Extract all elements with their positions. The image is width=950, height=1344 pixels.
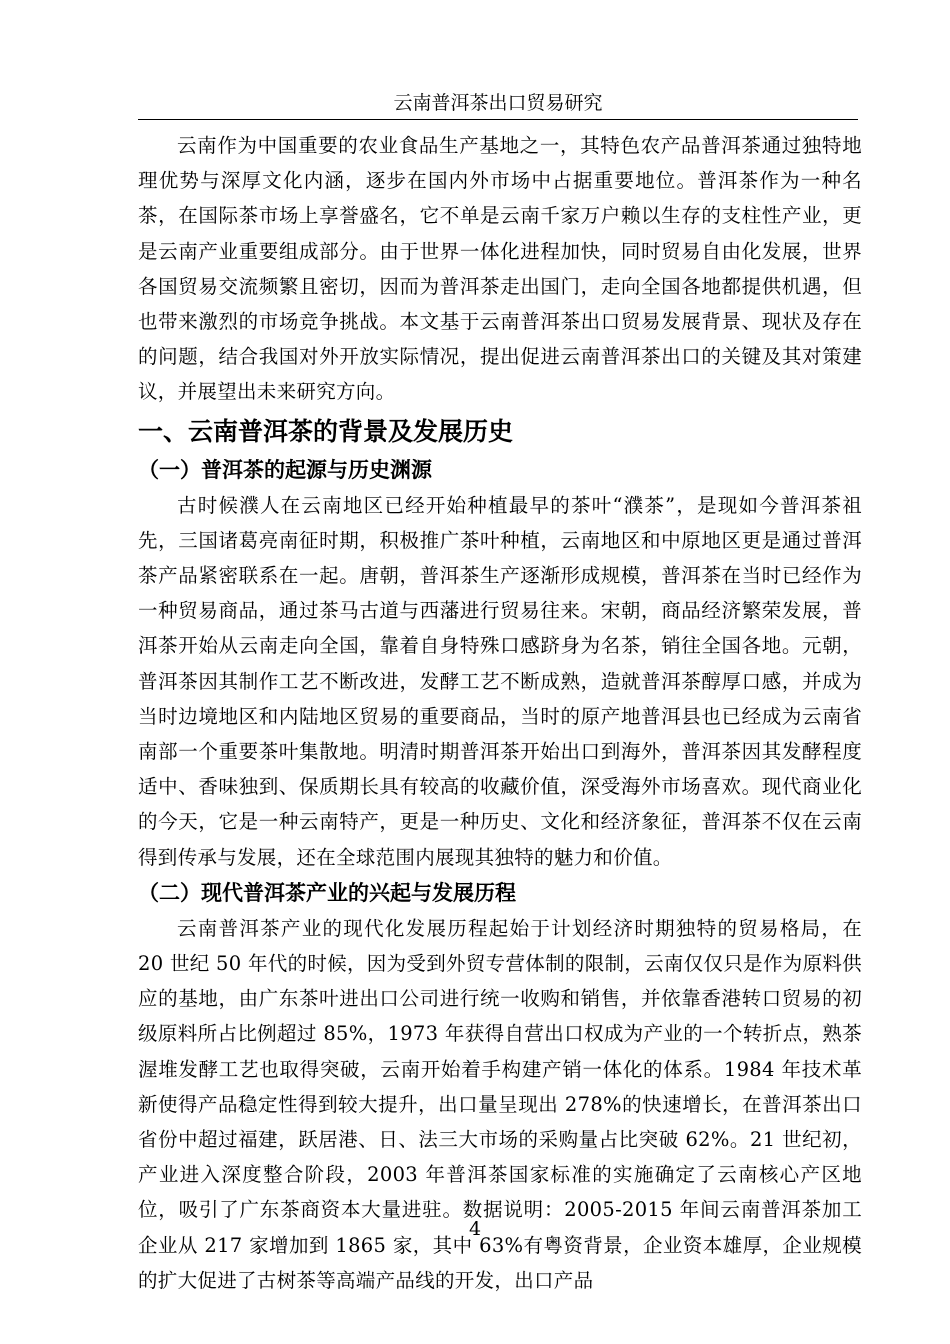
subsection-heading-origin: （一）普洱茶的起源与历史渊源	[138, 457, 432, 482]
origin-paragraph: 古时候濮人在云南地区已经开始种植最早的茶叶“濮茶”，是现如今普洱茶祖先，三国诸葛亮南征时期，积极推广茶叶种植，云南地区和中原地区更是通过普洱茶产品紧密联系在一起。唐朝，普洱茶生产逐渐形成规模，普洱茶在当时已经作为一种贸易商品，通过茶马古道与西藩进行贸易往来。宋朝，商品经济繁荣发展，普洱茶开始从云南走向全国，靠着自身特殊口感跻身为名茶，销往全国各地。元朝，普洱茶因其制作工艺不断改进，发酵工艺不断成熟，造就普洱茶醇厚口感，并成为当时边境地区和内陆地区贸易的重要商品，当时的原产地普洱县也已经成为云南省南部一个重要茶叶集散地。明清时期普洱茶开始出口到海外，普洱茶因其发酵程度适中、香味独到、保质期长具有较高的收藏价值，深受海外市场喜欢。现代商业化的今天，它是一种云南特产，更是一种历史、文化和经济象征，普洱茶不仅在云南得到传承与发展，还在全球范围内展现其独特的魅力和价值。	[138, 493, 862, 869]
page-number: 4	[468, 1218, 482, 1240]
page-body	[138, 128, 862, 1298]
running-header: 云南普洱茶出口贸易研究	[393, 92, 603, 114]
intro-paragraph: 云南作为中国重要的农业食品生产基地之一，其特色农产品普洱茶通过独特地理优势与深厚文化内涵，逐步在国内外市场中占据重要地位。普洱茶作为一种名茶，在国际茶市场上享誉盛名，它不单是云南千家万户赖以生存的支柱性产业，更是云南产业重要组成部分。由于世界一体化进程加快，同时贸易自由化发展，世界各国贸易交流频繁且密切，因而为普洱茶走出国门，走向全国各地都提供机遇，但也带来激烈的市场竞争挑战。本文基于云南普洱茶出口贸易发展背景、现状及存在的问题，结合我国对外开放实际情况，提出促进云南普洱茶出口的关键及其对策建议，并展望出未来研究方向。	[138, 134, 862, 404]
subsection-heading-modern: （二）现代普洱茶产业的兴起与发展历程	[138, 880, 516, 905]
modern-paragraph: 云南普洱茶产业的现代化发展历程起始于计划经济时期独特的贸易格局，在 20 世纪 50 年代的时候，因为受到外贸专营体制的限制，云南仅仅只是作为原料供应的基地，由广东茶叶进出口公司进行统一收购和销售，并依靠香港转口贸易的初级原料所占比例超过 85%，1973 年获得自营出口权成为产业的一个转折点，熟茶渥堆发酵工艺也取得突破，云南开始着手构建产销一体化的体系。1984 年技术革新使得产品稳定性得到较大提升，出口量呈现出 278%的快速增长，在普洱茶出口省份中超过福建，跃居港、日、法三大市场的采购量占比突破 62%。21 世纪初，产业进入深度整合阶段，2003 年普洱茶国家标准的实施确定了云南核心产区地位，吸引了广东茶商资本大量进驻。数据说明：2005-2015 年间云南普洱茶加工企业从 217 家增加到 1865 家，其中 63%有粤资背景，企业资本雄厚，企业规模的扩大促进了古树茶等高端产品线的开发，出口产品	[138, 916, 862, 1292]
header-divider	[138, 119, 858, 120]
section-heading: 一、云南普洱茶的背景及发展历史	[138, 416, 514, 446]
